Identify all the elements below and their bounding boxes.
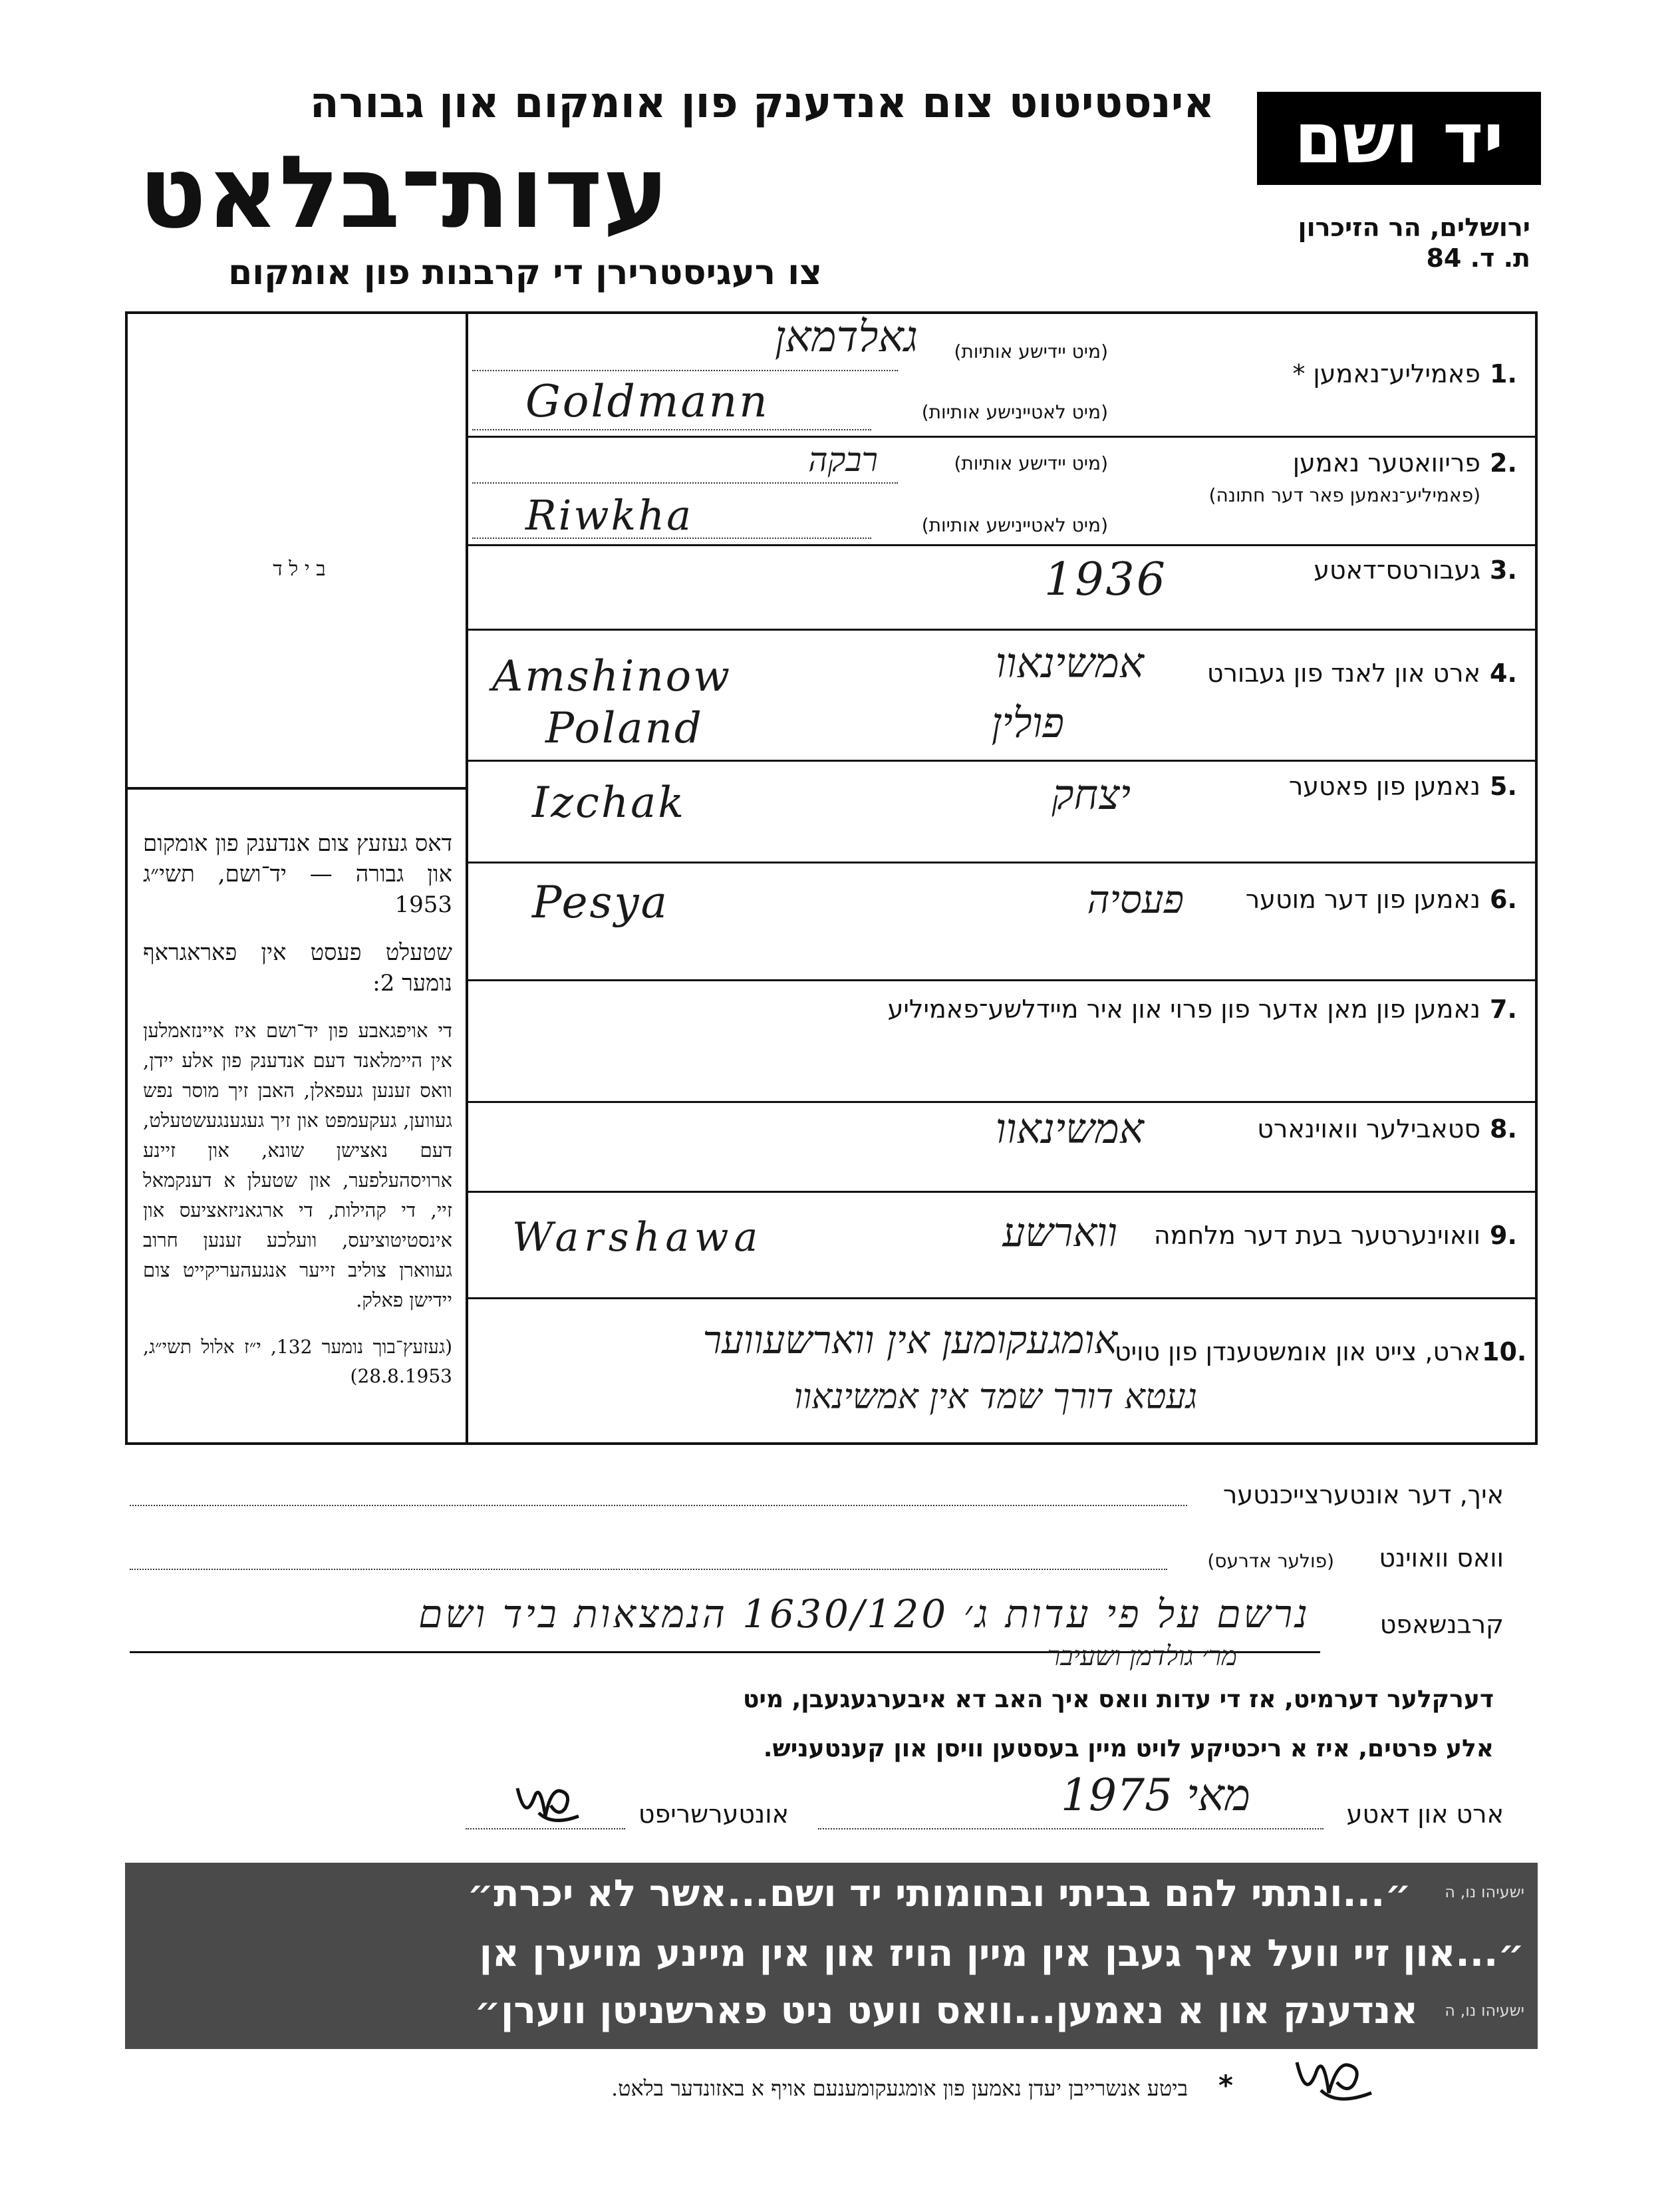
law-note-para-1: דאס געזעץ צום אנדענק פון אומקום און גבורה — יד־ושם, תשי״ג 1953 bbox=[143, 830, 452, 918]
field-4-value-latin-2: Poland bbox=[545, 704, 704, 753]
field-1-hint-yiddish: (מיט יידישע אותיות) bbox=[954, 341, 1108, 363]
field-5-label: נאמען פון פאטער bbox=[1288, 772, 1480, 801]
banner-line-2: ״...און זיי וועל איך געבן אין מיין הויז און אין מיינע מויערן אן bbox=[479, 1932, 1524, 1975]
institute-title: אינסטיטוט צום אנדענק פון אומקום און גבורה bbox=[309, 79, 1214, 128]
residence-label: וואס וואוינט bbox=[1379, 1543, 1504, 1573]
field-3-label: געבורטס־דאטע bbox=[1314, 555, 1480, 585]
quote-banner bbox=[125, 1863, 1538, 2049]
row-sep-8 bbox=[466, 1191, 1538, 1193]
row-sep-5 bbox=[466, 862, 1538, 864]
field-6-number: 6. bbox=[1490, 885, 1517, 914]
field-10-value-line-1: אומגעקומען אין ווארשעווער bbox=[702, 1317, 1117, 1362]
field-6-label: נאמען פון דער מוטער bbox=[1245, 885, 1480, 914]
field-4-label: ארט און לאנד פון געבורט bbox=[1206, 659, 1480, 688]
field-7-label: נאמען פון מאן אדער פון פרוי און איר מיידלשע־פאמיליע bbox=[887, 995, 1480, 1024]
field-3-value: 1936 bbox=[1044, 553, 1168, 606]
field-8-value-yiddish: אמשינאוו bbox=[995, 1104, 1144, 1153]
field-3-number: 3. bbox=[1490, 555, 1517, 585]
field-4-value-yiddish-2: פולין bbox=[991, 699, 1064, 747]
column-divider bbox=[466, 311, 468, 1442]
field-6-value-yiddish: פעסיה bbox=[1087, 877, 1184, 922]
field-6-value-latin: Pesya bbox=[532, 877, 670, 928]
banner-line-1: ״...ונתתי להם בביתי ובחומותי יד ושם...אשר לא יכרת״ bbox=[467, 1872, 1411, 1915]
signer-line bbox=[130, 1505, 1187, 1506]
field-10-number: 10. bbox=[1482, 1337, 1527, 1366]
field-9-value-latin: Warshawa bbox=[512, 1214, 764, 1261]
field-5-value-yiddish: יצחק bbox=[1051, 770, 1131, 819]
row-sep-6 bbox=[466, 979, 1538, 981]
field-2-label: פריוואטער נאמען bbox=[1292, 448, 1480, 478]
field-2-hint-yiddish: (מיט יידישע אותיות) bbox=[954, 452, 1108, 474]
field-2-value-latin: Riwkha bbox=[525, 491, 694, 540]
law-note-para-3: די אויפגאבע פון יד־ושם איז איינזאמלען אין היימלאנד דעם אנדענק פון אלע יידן, וואס זענען געפאלן, האבן זיך מוסר נפש געווען, געקעמפט און זיך געגענגעשטעלט, דעם נאצישן שונא, און זיינע ארויסהעלפער, און שטעלן א דענקמאל זיי, די קהילות, די ארגאניזאציעס און אינסטיטוציעס, וועלכע זענען חרוב געווארן צוליב זייער אנגעהעריקייט צום יידישן פאלק. bbox=[143, 1019, 452, 1311]
address-line-2: ת. ד. 84 bbox=[1426, 243, 1530, 273]
footer-note: ביטע אנשרייבן יעדן נאמען פון אומגעקומענעם אויף א באזונדער בלאט. bbox=[611, 2076, 1188, 2101]
field-1-value-yiddish: גאלדמאן bbox=[774, 313, 918, 362]
field-2-line-yiddish bbox=[472, 482, 898, 484]
field-1-line-latin bbox=[472, 429, 871, 430]
field-2-value-yiddish: רבקה bbox=[808, 440, 878, 479]
declaration-line-2: אלע פרטים, איז א ריכטיקע לויט מיין בעסטען וויסן און קענטעניש. bbox=[763, 1735, 1494, 1762]
row-sep-2 bbox=[466, 544, 1538, 546]
field-1-number: 1. bbox=[1490, 359, 1517, 389]
signer-label: איך, דער אונטערצייכנטער bbox=[1222, 1480, 1504, 1509]
field-7-number: 7. bbox=[1490, 995, 1517, 1024]
footer-asterisk: * bbox=[1218, 2069, 1233, 2102]
place-date-line bbox=[818, 1828, 1324, 1829]
signature-mark-icon bbox=[512, 1776, 585, 1829]
field-1-hint-latin: (מיט לאטיינישע אותיות) bbox=[921, 401, 1108, 423]
field-8-number: 8. bbox=[1490, 1114, 1517, 1144]
banner-line-1-ref: ישעיהו נו, ה bbox=[1445, 1883, 1524, 1901]
row-sep-1 bbox=[466, 436, 1538, 438]
field-10-value-line-2: געטא דורך שמד אין אמשינאוו bbox=[793, 1377, 1197, 1417]
field-2-sublabel: (פאמיליע־נאמען פאר דער חתונה) bbox=[1208, 484, 1480, 506]
place-date-label: ארט און דאטע bbox=[1346, 1800, 1504, 1829]
signature-label: אונטערשריפט bbox=[638, 1800, 789, 1829]
residence-hint: (פולער אדרעס) bbox=[1207, 1550, 1334, 1572]
relation-label: קרבנשאפט bbox=[1379, 1610, 1504, 1639]
relation-value-2: מר׳ גולדמן ושעיבר bbox=[1047, 1641, 1237, 1672]
residence-line bbox=[130, 1569, 1167, 1570]
yad-vashem-logo bbox=[1257, 92, 1541, 185]
field-9-label: וואוינערטער בעת דער מלחמה bbox=[1153, 1221, 1480, 1250]
field-5-value-latin: Izchak bbox=[532, 778, 686, 828]
declaration-line-1: דערקלער דערמיט, אז די עדות וואס איך האב דא איבערגעגעבן, מיט bbox=[742, 1686, 1494, 1713]
subtitle: צו רעגיסטרירן די קרבנות פון אומקום bbox=[228, 253, 822, 293]
banner-line-3-ref: ישעיהו נו, ה bbox=[1445, 2001, 1524, 2020]
initials-mark-icon bbox=[1290, 2049, 1377, 2109]
field-4-value-yiddish-1: אמשינאוו bbox=[995, 639, 1144, 687]
field-4-number: 4. bbox=[1490, 659, 1517, 688]
law-note-para-4: (געזעץ־בוך נומער 132, י״ז אלול תשי״ג, 28.8.1953) bbox=[143, 1336, 452, 1387]
row-sep-3 bbox=[466, 629, 1538, 631]
field-10-label: ארט, צייט און אומשטענדן פון טויט bbox=[1114, 1337, 1480, 1366]
field-4-value-latin-1: Amshinow bbox=[492, 652, 732, 701]
row-sep-4 bbox=[466, 760, 1538, 762]
law-note-para-2: שטעלט פעסט אין פאראגראף נומער 2: bbox=[143, 939, 452, 997]
row-sep-9 bbox=[466, 1297, 1538, 1299]
field-1-label: פאמיליע־נאמען * bbox=[1292, 359, 1480, 389]
law-note bbox=[143, 828, 452, 1391]
field-8-label: סטאבילער וואוינארט bbox=[1257, 1114, 1480, 1144]
photo-box-bottom bbox=[125, 787, 467, 790]
field-1-line-yiddish bbox=[472, 370, 898, 371]
address-line-1: ירושלים, הר הזיכרון bbox=[1298, 213, 1530, 242]
field-2-number: 2. bbox=[1490, 448, 1517, 478]
banner-line-3: אנדענק און א נאמען...וואס וועט ניט פארשניטן ווערן״ bbox=[474, 1989, 1418, 2032]
place-date-value: מאי 1975 bbox=[1061, 1770, 1250, 1821]
field-2-hint-latin: (מיט לאטיינישע אותיות) bbox=[921, 514, 1108, 536]
logo-text: יד ושם bbox=[1294, 98, 1504, 179]
field-1-value-latin: Goldmann bbox=[525, 376, 770, 427]
field-9-value-yiddish: ווארשע bbox=[1002, 1209, 1117, 1256]
row-sep-7 bbox=[466, 1101, 1538, 1103]
main-title: עדות־בלאט bbox=[138, 135, 669, 251]
photo-box-label: ב י ל ד bbox=[273, 557, 326, 581]
field-9-number: 9. bbox=[1490, 1221, 1517, 1250]
field-5-number: 5. bbox=[1490, 772, 1517, 801]
relation-value: נרשם על פי עדות ג׳ 1630/120 הנמצאות ביד ושם bbox=[418, 1591, 1310, 1637]
